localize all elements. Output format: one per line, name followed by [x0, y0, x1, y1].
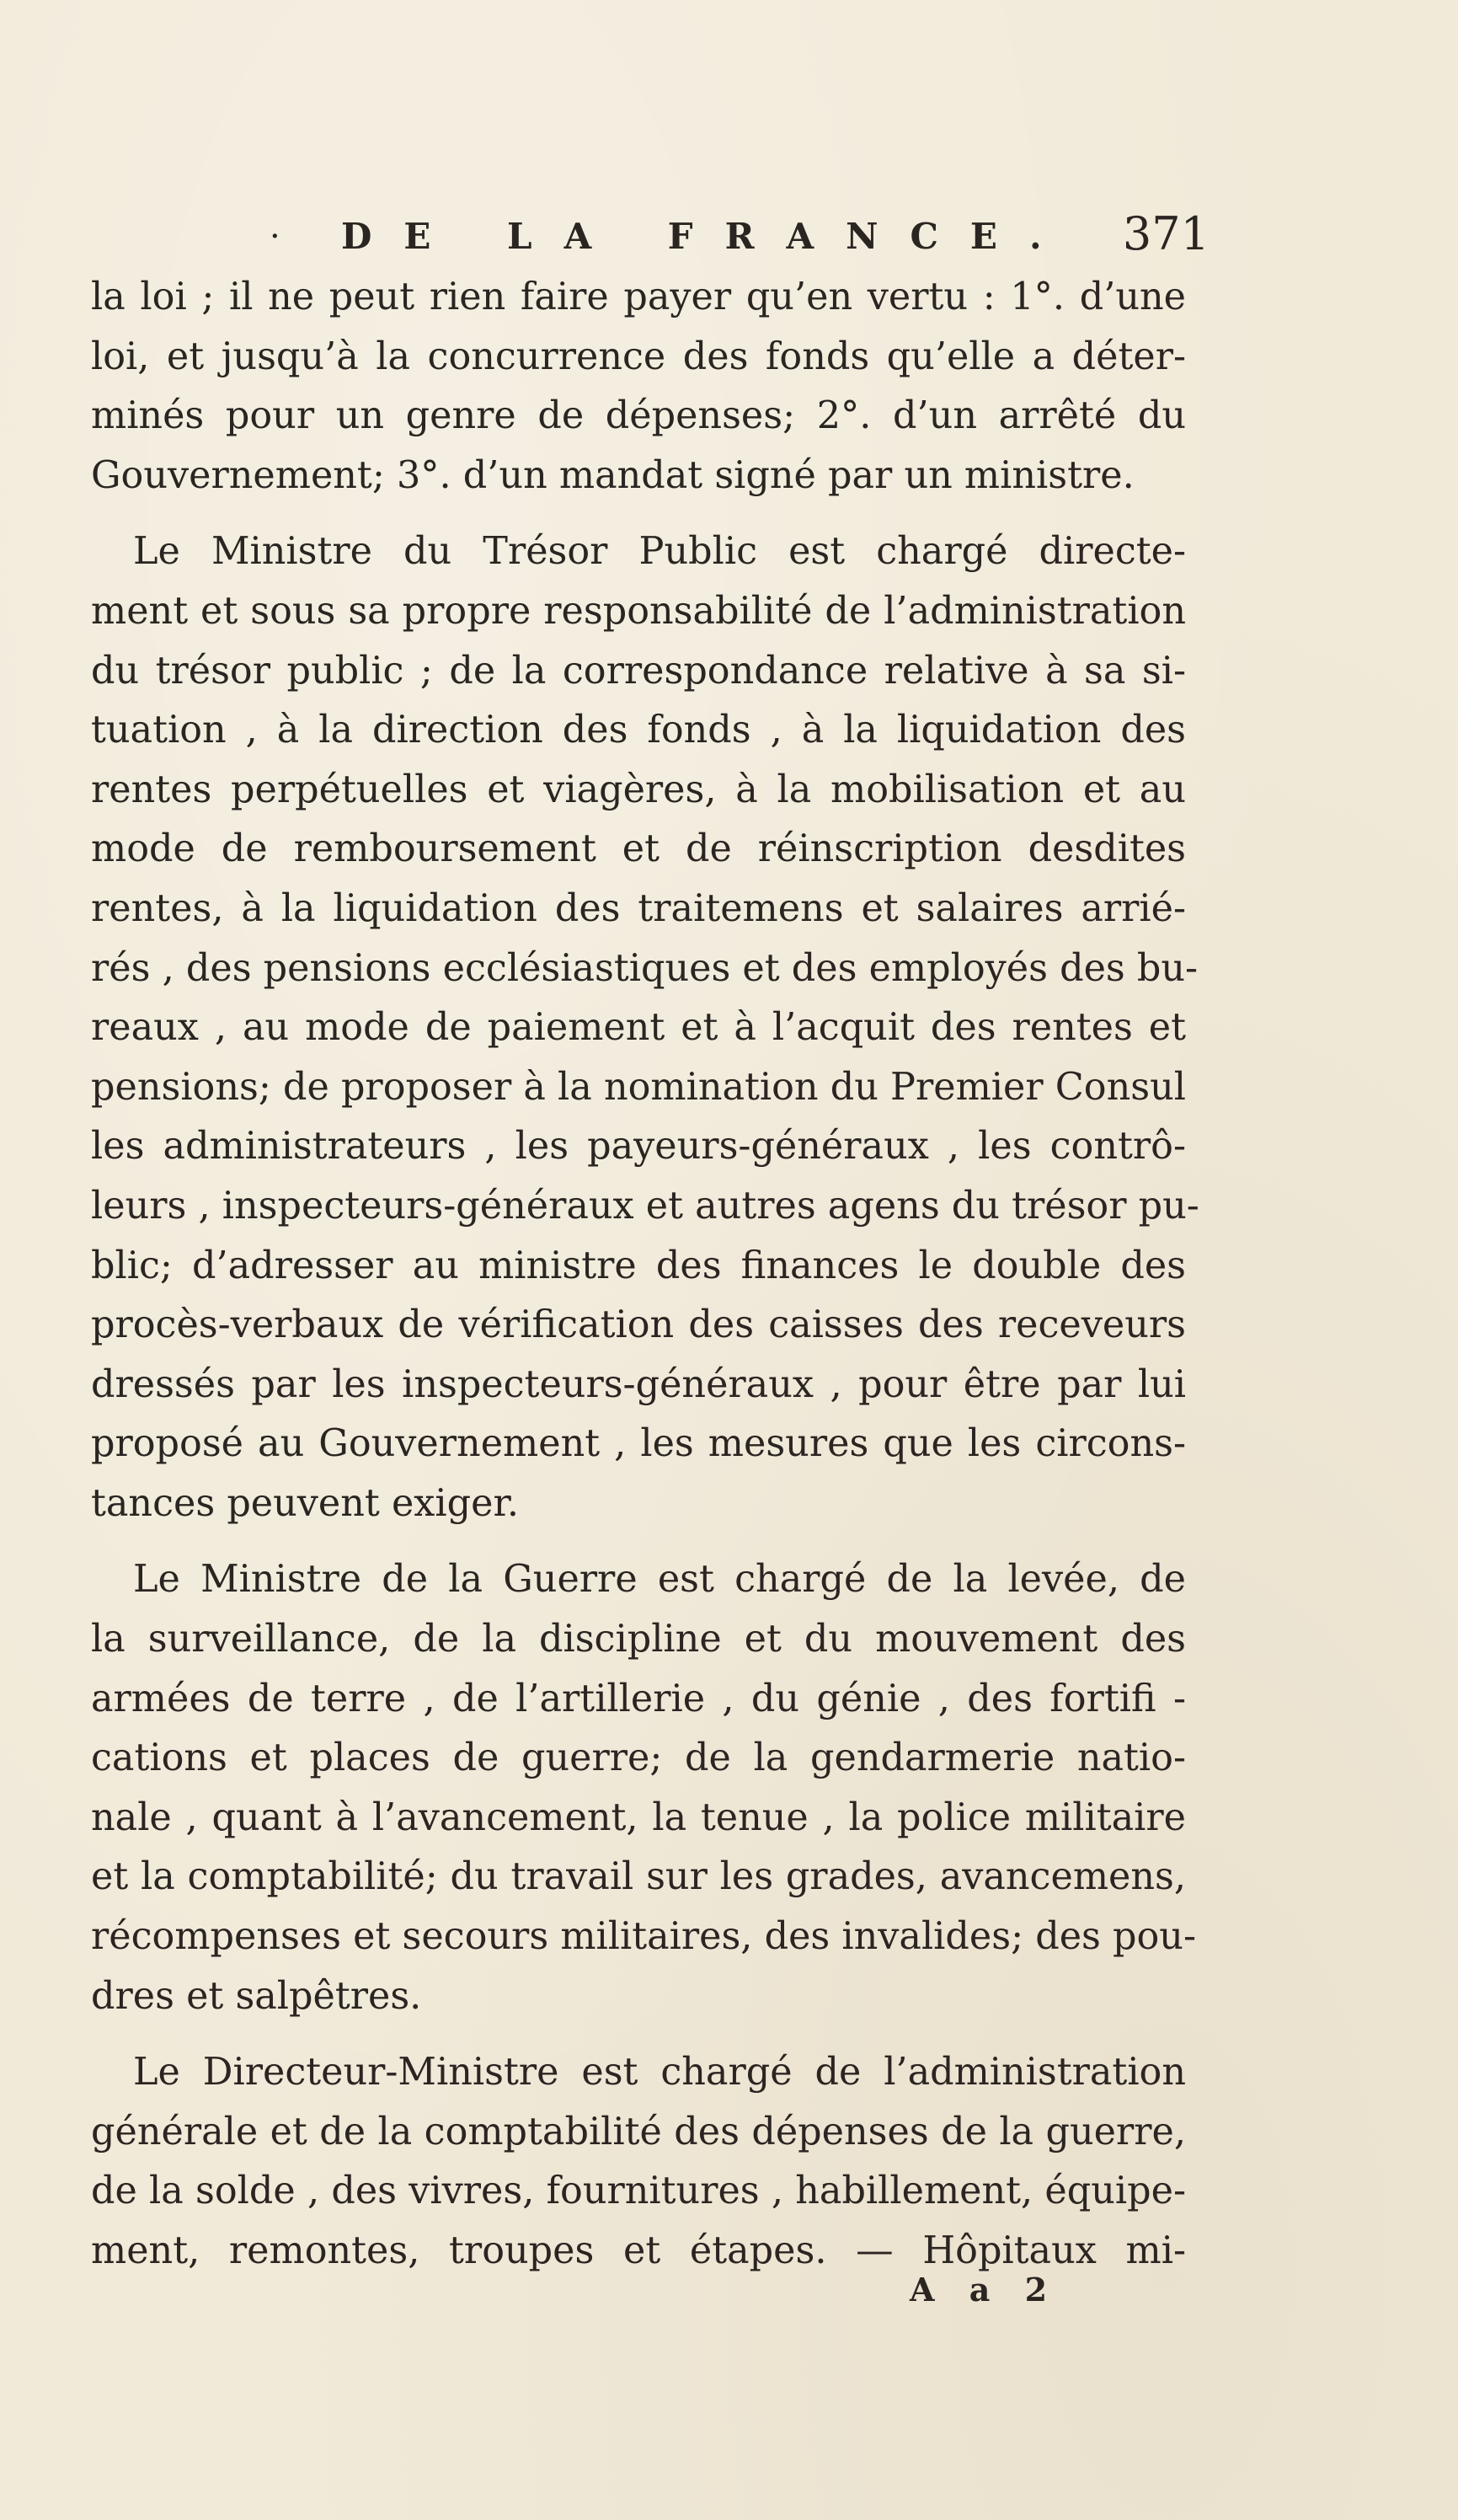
text-line: tuation , à la direction des fonds , à la liquidation des [91, 709, 1186, 752]
text-line: récompenses et secours militaires, des invalides; des pou- [91, 1915, 1196, 1959]
text-line: dres et salpêtres. [91, 1974, 422, 2018]
text-line: reaux , au mode de paiement et à l’acquit des rentes et [91, 1006, 1186, 1050]
text-line: rés , des pensions ecclésiastiques et des employés des bu- [91, 946, 1199, 990]
paragraph-gap [91, 506, 1186, 522]
text-line: loi, et jusqu’à la concurrence des fonds qu’elle a déter- [91, 334, 1186, 378]
body-text [91, 268, 1199, 2282]
running-title: DE LA FRANCE. [341, 216, 1074, 257]
text-line: leurs , inspecteurs-généraux et autres agens du trésor pu- [91, 1184, 1199, 1228]
paragraph-gap [91, 1533, 1186, 1550]
header-dot: · [270, 217, 280, 256]
text-line: Gouvernement; 3°. d’un mandat signé par un ministre. [91, 453, 1135, 497]
text-line: mode de remboursement et de réinscription desdites [91, 827, 1186, 871]
text-line: rentes, à la liquidation des traitemens et salaires arrié- [91, 886, 1186, 930]
text-line: du trésor public ; de la correspondance relative à sa si- [91, 649, 1186, 693]
text-line: tances peuvent exiger. [91, 1481, 519, 1525]
text-line: ment, remontes, troupes et étapes. — Hôpitaux mi- [91, 2229, 1186, 2272]
page-number: 371 [1122, 207, 1210, 260]
text-line: proposé au Gouvernement , les mesures que les circons- [91, 1422, 1186, 1466]
text-line: Le Ministre du Trésor Public est chargé directe- [133, 530, 1186, 574]
text-line: la loi ; il ne peut rien faire payer qu’en vertu : 1°. d’une [91, 276, 1186, 318]
text-line: armées de terre , de l’artillerie , du génie , des fortifi - [91, 1677, 1186, 1720]
text-line: rentes perpétuelles et viagères, à la mobilisation et au [91, 768, 1186, 811]
text-line: et la comptabilité; du travail sur les grades, avancemens, [91, 1855, 1186, 1899]
text-line: générale et de la comptabilité des dépenses de la guerre, [91, 2110, 1186, 2154]
text-line: cations et places de guerre; de la gendarmerie natio- [91, 1736, 1186, 1780]
text-line: la surveillance, de la discipline et du mouvement des [91, 1618, 1186, 1661]
text-line: procès-verbaux de vérification des caisses des receveurs [91, 1303, 1186, 1347]
text-line: pensions; de proposer à la nomination du Premier Consul [91, 1065, 1186, 1109]
text-line: ment et sous sa propre responsabilité de l’administration [91, 589, 1186, 633]
text-line: Le Ministre de la Guerre est chargé de la levée, de [133, 1558, 1186, 1602]
text-line: minés pour un genre de dépenses; 2°. d’un arrêté du [91, 394, 1186, 438]
running-head [270, 207, 1210, 266]
text-line: nale , quant à l’avancement, la tenue , la police militaire [91, 1795, 1186, 1839]
text-line: blic; d’adresser au ministre des finances le double des [91, 1244, 1186, 1287]
text-line: de la solde , des vivres, fournitures , habillement, équipe- [91, 2170, 1186, 2213]
text-line: les administrateurs , les payeurs-généraux , les contrô- [91, 1125, 1186, 1169]
signature-mark: A a 2 [910, 2271, 1060, 2309]
text-line: Le Directeur-Ministre est chargé de l’administration [133, 2051, 1186, 2095]
paragraph-gap [91, 2026, 1186, 2043]
text-line: dressés par les inspecteurs-généraux , pour être par lui [91, 1362, 1186, 1406]
